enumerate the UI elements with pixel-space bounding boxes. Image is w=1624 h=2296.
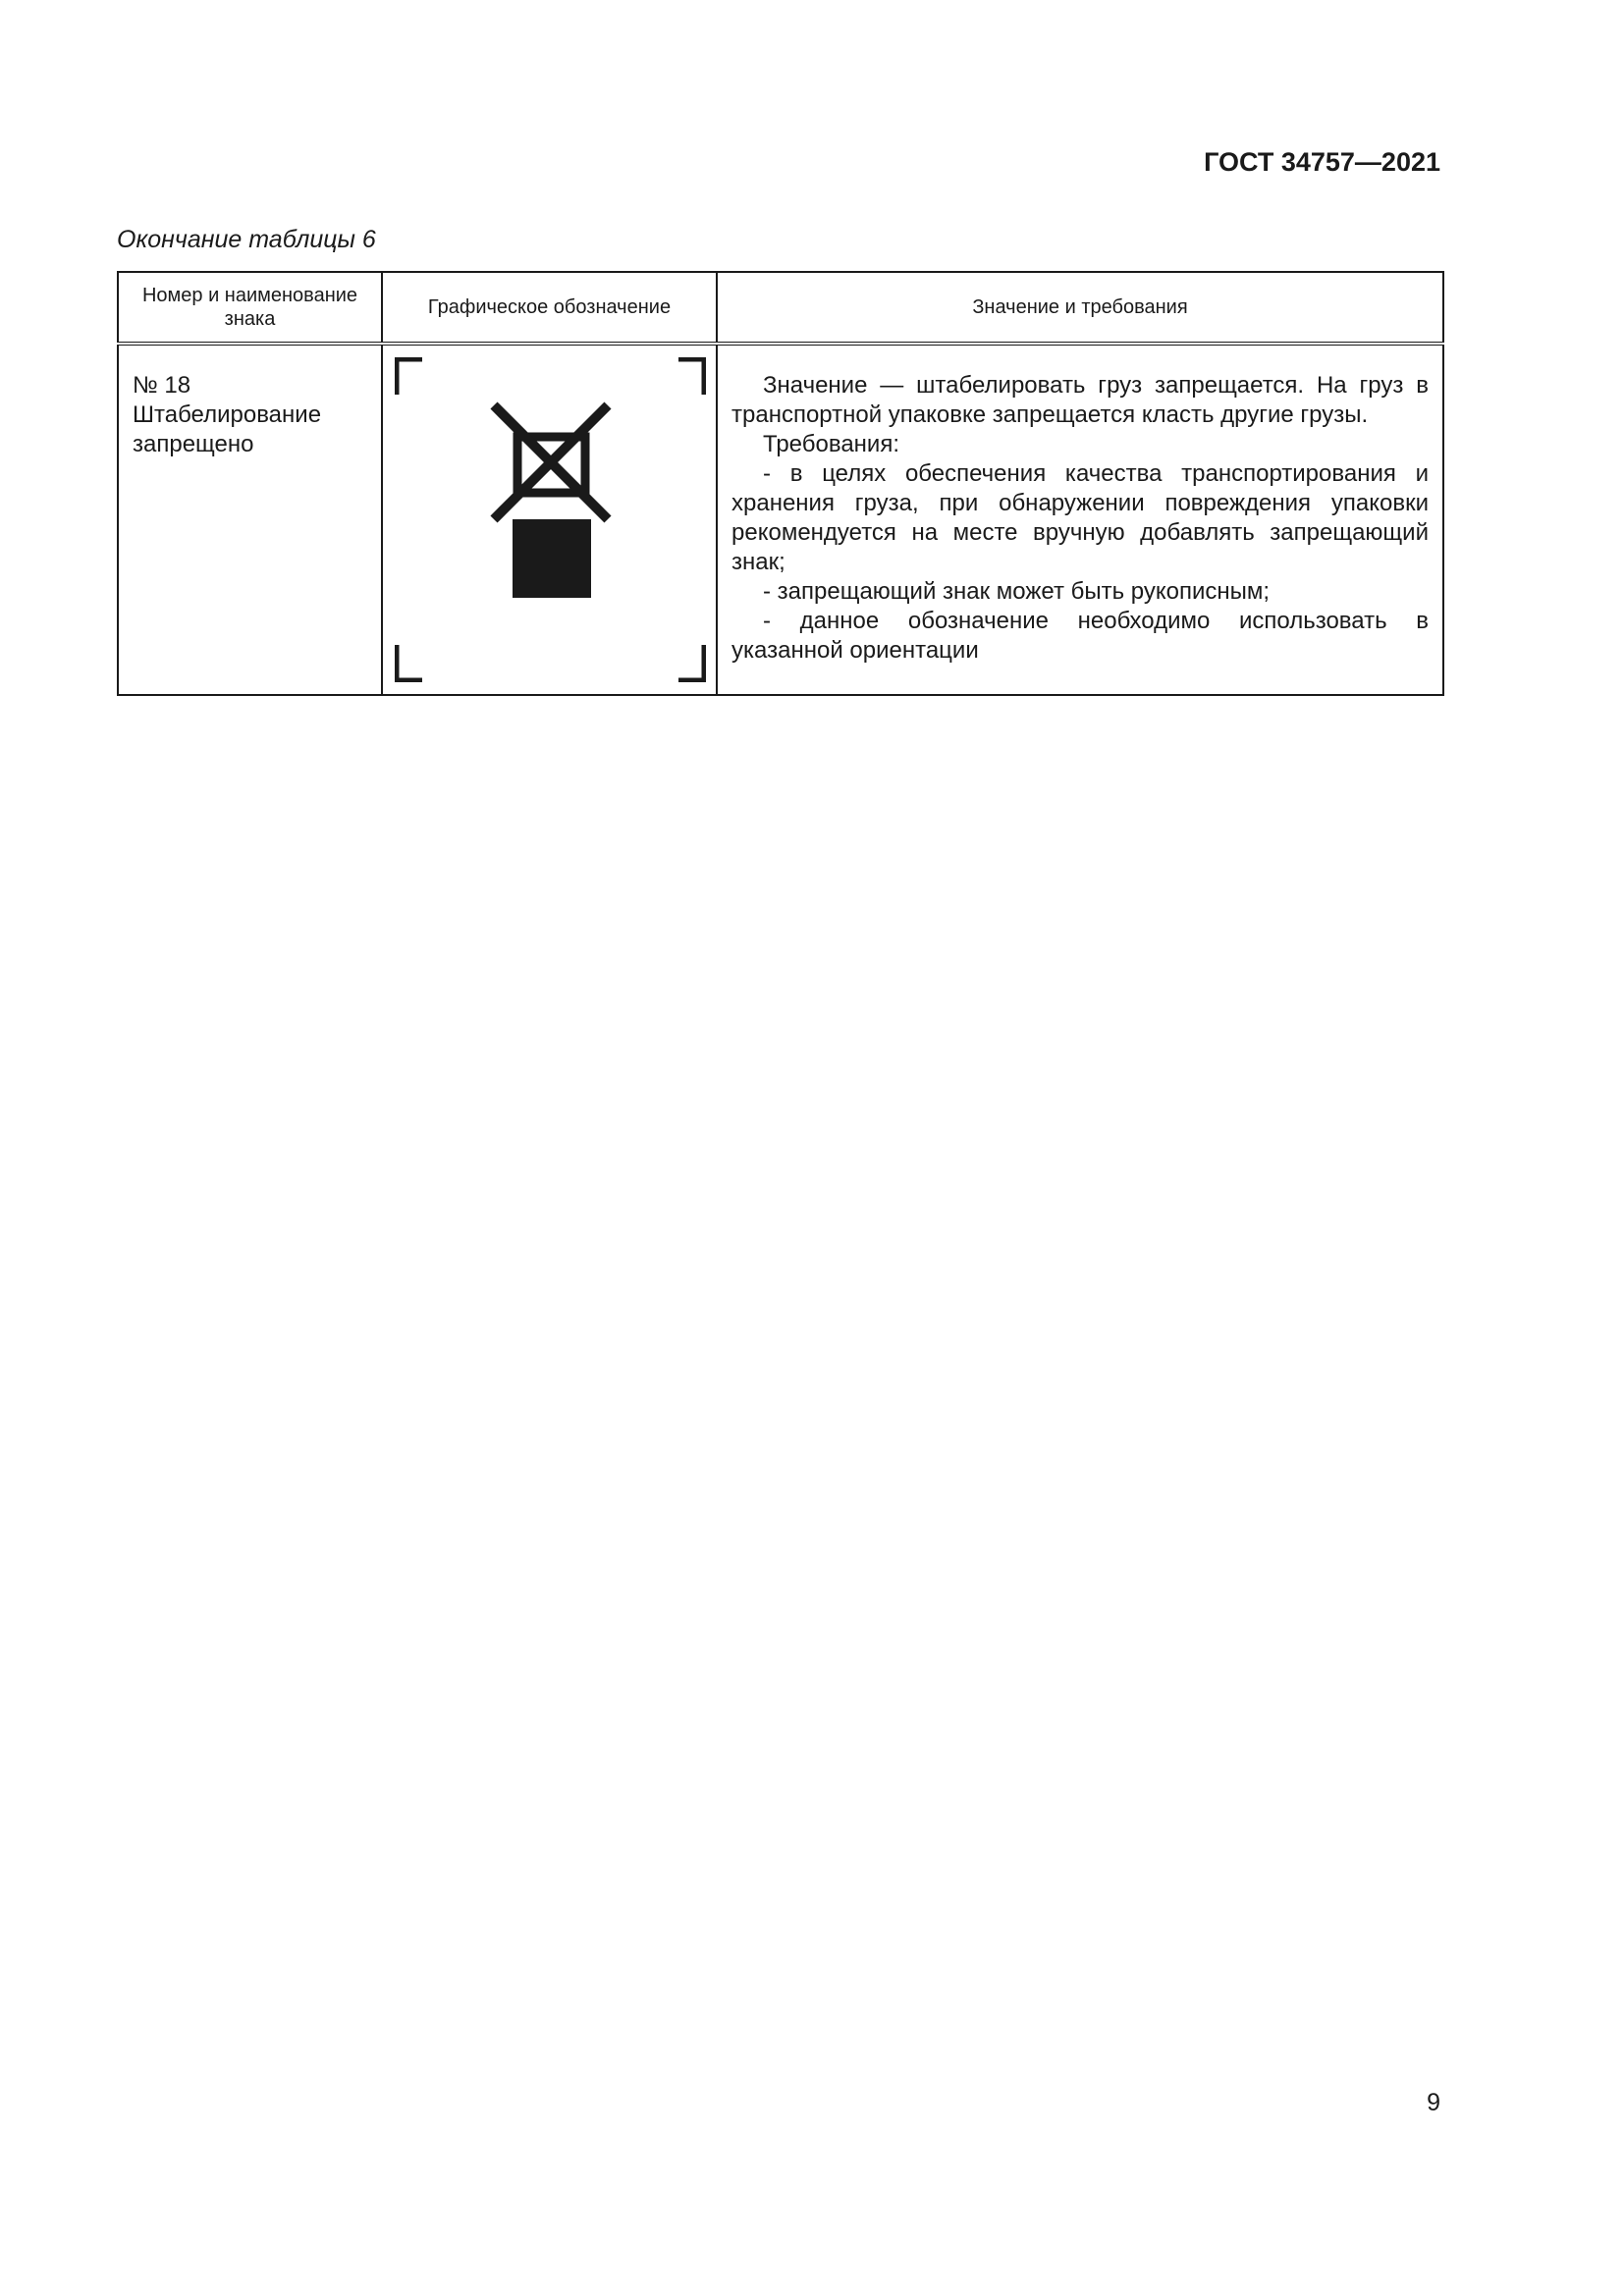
requirement-item: - запрещающий знак может быть рукописным; bbox=[763, 578, 1271, 605]
sign-meaning-cell bbox=[717, 344, 1443, 695]
table-header-row bbox=[118, 272, 1443, 344]
requirements-title: Требования: bbox=[763, 431, 899, 457]
requirement-item: - данное обозначение необходимо использовать в указанной ориентации bbox=[731, 608, 1429, 664]
meaning-text: Значение — штабелировать груз запрещается. На груз в транспортной упаковке запрещается класть другие грузы. bbox=[731, 372, 1429, 428]
table-caption: Окончание таблицы 6 bbox=[117, 226, 376, 253]
column-header-name: Номер и наименование знака bbox=[118, 272, 382, 344]
sign-graphic-cell bbox=[382, 344, 717, 695]
page-number: 9 bbox=[1427, 2089, 1440, 2116]
column-header-meaning: Значение и требования bbox=[717, 272, 1443, 344]
sign-name-cell bbox=[118, 344, 382, 695]
signs-table bbox=[117, 271, 1444, 696]
table-row bbox=[118, 344, 1443, 695]
column-header-graphic: Графическое обозначение bbox=[382, 272, 717, 344]
document-code: ГОСТ 34757—2021 bbox=[1204, 147, 1440, 177]
requirement-item: - в целях обеспечения качества транспортирования и хранения груза, при обнаружении повреждения упаковки рекомендуется на месте вручную добавлять запрещающий знак; bbox=[731, 460, 1429, 575]
no-stacking-icon bbox=[395, 357, 706, 682]
sign-name: № 18 Штабелирование запрещено bbox=[133, 372, 322, 457]
